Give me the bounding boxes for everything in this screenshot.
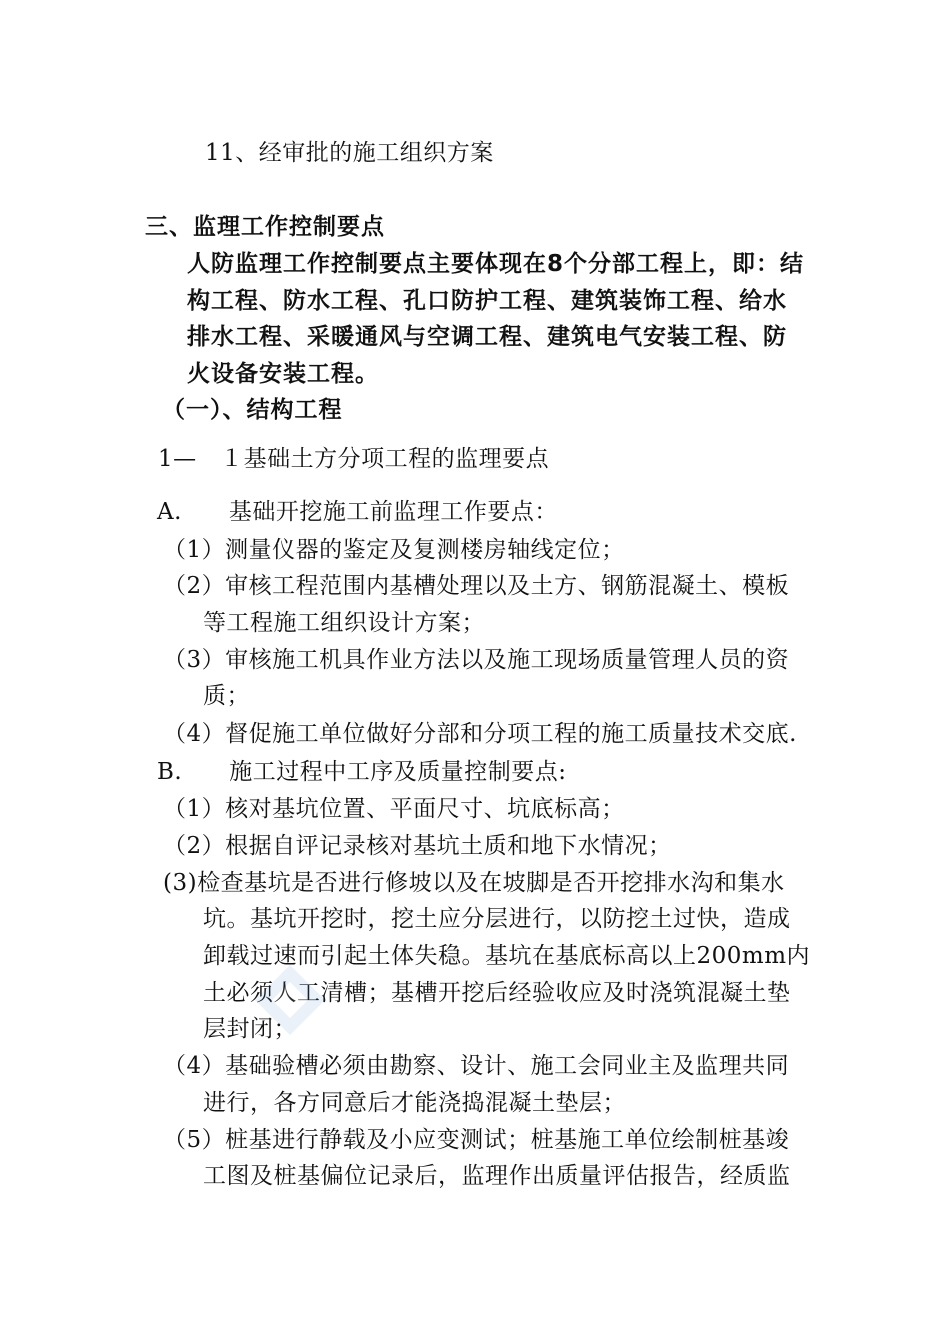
sub-heading: （一）、结构工程 xyxy=(162,397,343,423)
part-a-item-2-cont: 等工程施工组织设计方案； xyxy=(203,610,485,636)
part-a-item-3: （3）审核施工机具作业方法以及施工现场质量管理人员的资 xyxy=(163,647,790,673)
part-a-item-4: （4）督促施工单位做好分部和分项工程的施工质量技术交底. xyxy=(163,721,797,747)
intro-line-1: 人防监理工作控制要点主要体现在8个分部工程上，即：结 xyxy=(187,251,805,277)
part-b-item-3-cont-2: 卸载过速而引起土体失稳。基坑在基底标高以上200mm内 xyxy=(203,943,811,969)
intro-line-2: 构工程、防水工程、孔口防护工程、建筑装饰工程、给水 xyxy=(187,288,787,314)
part-a-item-1: （1）测量仪器的鉴定及复测楼房轴线定位； xyxy=(163,537,625,563)
part-b-item-3-cont-3: 土必须人工清槽；基槽开挖后经验收应及时浇筑混凝土垫 xyxy=(203,980,791,1006)
sub-item-title: 1— １基础土方分项工程的监理要点 xyxy=(158,446,550,472)
part-b-item-3: (3)检查基坑是否进行修坡以及在坡脚是否开挖排水沟和集水 xyxy=(163,870,785,896)
intro-line-3: 排水工程、采暖通风与空调工程、建筑电气安装工程、防 xyxy=(187,324,787,350)
part-a-title: A. 基础开挖施工前监理工作要点： xyxy=(157,499,558,525)
part-a-item-2: （2）审核工程范围内基槽处理以及土方、钢筋混凝土、模板 xyxy=(163,573,790,599)
part-b-item-3-cont-4: 层封闭； xyxy=(203,1016,297,1042)
part-b-item-1: （1）核对基坑位置、平面尺寸、坑底标高； xyxy=(163,796,625,822)
part-b-item-5: （5）桩基进行静载及小应变测试；桩基施工单位绘制桩基竣 xyxy=(163,1127,790,1153)
list-item-11: 11、经审批的施工组织方案 xyxy=(205,140,494,166)
part-b-item-3-cont-1: 坑。基坑开挖时，挖土应分层进行，以防挖土过快，造成 xyxy=(203,906,791,932)
part-b-item-5-cont: 工图及桩基偏位记录后，监理作出质量评估报告，经质监 xyxy=(203,1163,791,1189)
section-heading: 三、监理工作控制要点 xyxy=(145,214,385,240)
part-b-item-4-cont: 进行，各方同意后才能浇捣混凝土垫层； xyxy=(203,1090,626,1116)
part-b-item-2: （2）根据自评记录核对基坑土质和地下水情况； xyxy=(163,833,672,859)
intro-line-4: 火设备安装工程。 xyxy=(187,361,379,387)
watermark-logo-icon xyxy=(250,960,330,1040)
part-b-title: B. 施工过程中工序及质量控制要点: xyxy=(157,759,567,785)
part-b-item-4: （4）基础验槽必须由勘察、设计、施工会同业主及监理共同 xyxy=(163,1053,790,1079)
part-a-item-3-cont: 质； xyxy=(203,683,250,709)
